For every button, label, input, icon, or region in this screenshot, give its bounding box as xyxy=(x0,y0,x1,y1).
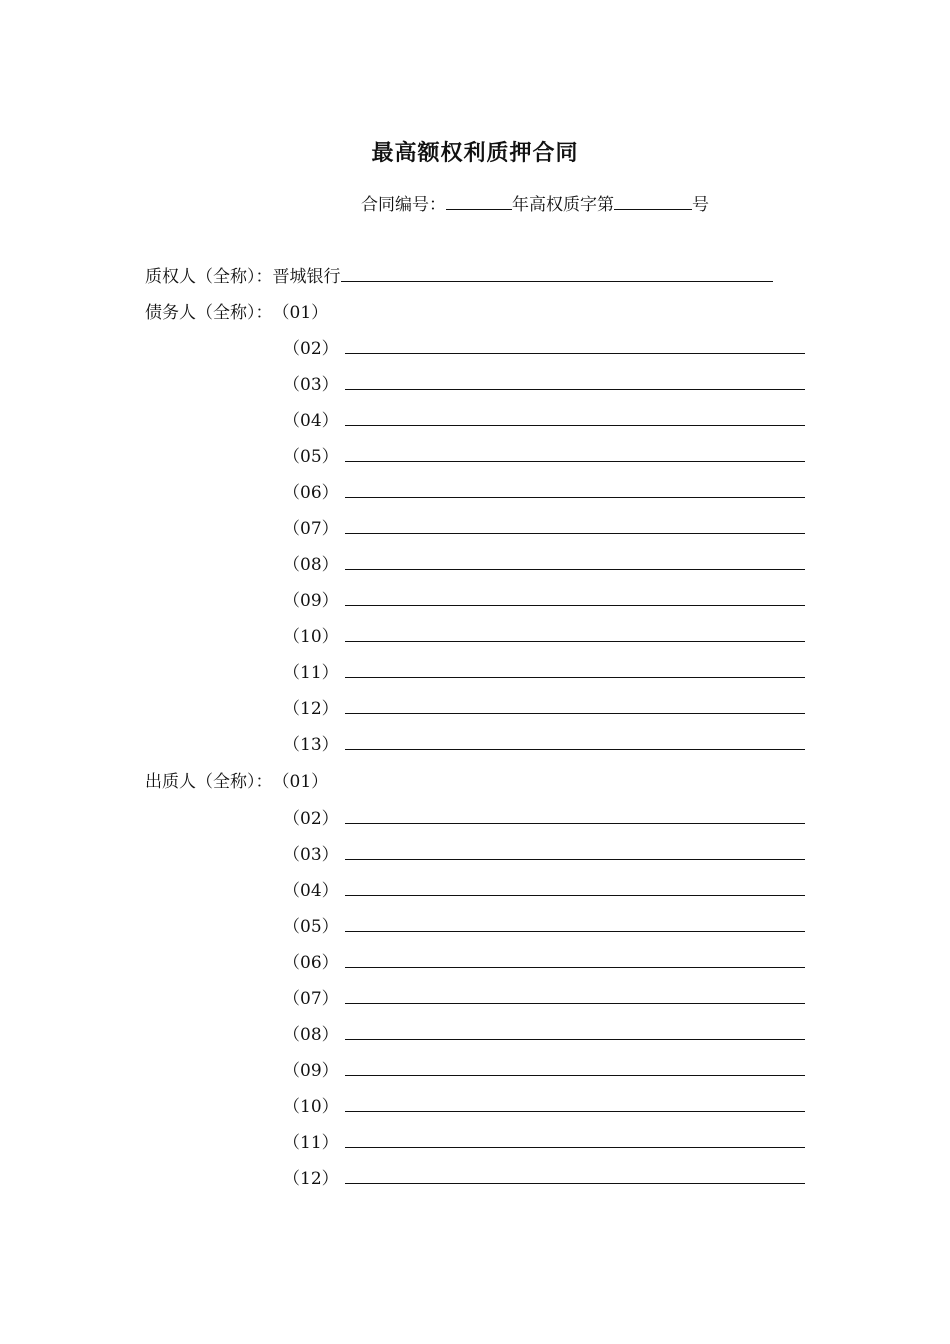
debtor-entry-blank[interactable] xyxy=(345,443,805,462)
pledgor-entry-blank[interactable] xyxy=(345,913,805,932)
pledgor-entry-blank[interactable] xyxy=(345,841,805,860)
debtor-entry-row xyxy=(283,478,805,503)
debtor-entry-blank[interactable] xyxy=(345,587,805,606)
debtor-entry-number: （12） xyxy=(283,699,339,719)
pledgor-entry-row xyxy=(283,912,805,937)
debtor-entry-blank[interactable] xyxy=(345,335,805,354)
pledgor-entry-number: （04） xyxy=(283,881,339,901)
pledgor-entry-number: （11） xyxy=(283,1133,339,1153)
debtor-entry-number: （09） xyxy=(283,591,339,611)
pledgor-entry-number: （08） xyxy=(283,1025,339,1045)
pledgor-entry-blank[interactable] xyxy=(345,949,805,968)
debtor-entry-row xyxy=(283,658,805,683)
contract-year-blank[interactable] xyxy=(446,192,512,210)
pledgor-entry-row xyxy=(283,1128,805,1153)
pledgor-entry-row xyxy=(283,1056,805,1081)
pledgor-entry-row xyxy=(283,876,805,901)
contract-number-line xyxy=(361,190,709,215)
pledgor-entry-blank[interactable] xyxy=(345,1057,805,1076)
pledgor-entry-number: （10） xyxy=(283,1097,339,1117)
debtor-label: 债务人（全称）： xyxy=(145,303,273,323)
debtor-entry-number: （05） xyxy=(283,447,339,467)
pledgor-entry-row xyxy=(283,1092,805,1117)
debtor-entry-number: （13） xyxy=(283,735,339,755)
contract-serial-blank[interactable] xyxy=(614,192,692,210)
debtor-entry-blank[interactable] xyxy=(345,659,805,678)
debtor-row xyxy=(145,298,328,323)
pledgor-entry-number: （09） xyxy=(283,1061,339,1081)
contract-number-middle: 年高权质字第 xyxy=(512,195,614,215)
debtor-entry-blank[interactable] xyxy=(345,731,805,750)
pledgor-entry-number: （12） xyxy=(283,1169,339,1189)
pledgor-entry-blank[interactable] xyxy=(345,985,805,1004)
debtor-entry-number: （11） xyxy=(283,663,339,683)
debtor-entry-blank[interactable] xyxy=(345,515,805,534)
pledgor-entry-number: （06） xyxy=(283,953,339,973)
pledgee-value: 晋城银行 xyxy=(272,267,341,287)
debtor-entry-blank[interactable] xyxy=(345,551,805,570)
debtor-entry-blank[interactable] xyxy=(345,407,805,426)
pledgor-entry-row xyxy=(283,804,805,829)
debtor-entry-number: （03） xyxy=(283,375,339,395)
debtor-entry-row xyxy=(283,622,805,647)
pledgor-entry-row xyxy=(283,948,805,973)
pledgee-blank[interactable] xyxy=(341,263,773,282)
pledgor-entry-number: （03） xyxy=(283,845,339,865)
pledgor-label: 出质人（全称）： xyxy=(145,772,273,792)
pledgor-entry-number: （07） xyxy=(283,989,339,1009)
pledgor-entry-blank[interactable] xyxy=(345,1093,805,1112)
debtor-entry-number: （08） xyxy=(283,555,339,575)
debtor-entry-row xyxy=(283,370,805,395)
pledgor-entry-row xyxy=(283,1020,805,1045)
pledgor-entry-row xyxy=(283,984,805,1009)
debtor-entry-blank[interactable] xyxy=(345,623,805,642)
debtor-entry-blank[interactable] xyxy=(345,695,805,714)
debtor-entry-row xyxy=(283,730,805,755)
contract-number-prefix: 合同编号： xyxy=(361,195,446,215)
debtor-entry-row xyxy=(283,334,805,359)
debtor-entry-row xyxy=(283,586,805,611)
debtor-number-01: （01） xyxy=(272,303,329,323)
debtor-entry-number: （06） xyxy=(283,483,339,503)
debtor-entry-blank[interactable] xyxy=(345,371,805,390)
document-title: 最高额权利质押合同 xyxy=(371,140,579,166)
pledgee-row xyxy=(145,262,773,287)
pledgor-entry-blank[interactable] xyxy=(345,877,805,896)
pledgee-label: 质权人（全称）： xyxy=(145,267,273,287)
pledgor-entry-number: （05） xyxy=(283,917,339,937)
debtor-entry-number: （02） xyxy=(283,339,339,359)
pledgor-entry-row xyxy=(283,1164,805,1189)
debtor-entry-row xyxy=(283,406,805,431)
debtor-entry-blank[interactable] xyxy=(345,479,805,498)
debtor-entry-row xyxy=(283,550,805,575)
contract-number-suffix: 号 xyxy=(692,195,709,215)
debtor-entry-row xyxy=(283,442,805,467)
debtor-entry-number: （04） xyxy=(283,411,339,431)
pledgor-entry-blank[interactable] xyxy=(345,1129,805,1148)
pledgor-entry-number: （02） xyxy=(283,809,339,829)
debtor-entry-row xyxy=(283,694,805,719)
pledgor-entry-blank[interactable] xyxy=(345,1165,805,1184)
debtor-entry-row xyxy=(283,514,805,539)
pledgor-entry-row xyxy=(283,840,805,865)
pledgor-entry-blank[interactable] xyxy=(345,1021,805,1040)
debtor-entry-number: （10） xyxy=(283,627,339,647)
pledgor-entry-blank[interactable] xyxy=(345,805,805,824)
debtor-entry-number: （07） xyxy=(283,519,339,539)
pledgor-number-01: （01） xyxy=(272,772,329,792)
pledgor-row xyxy=(145,767,328,792)
